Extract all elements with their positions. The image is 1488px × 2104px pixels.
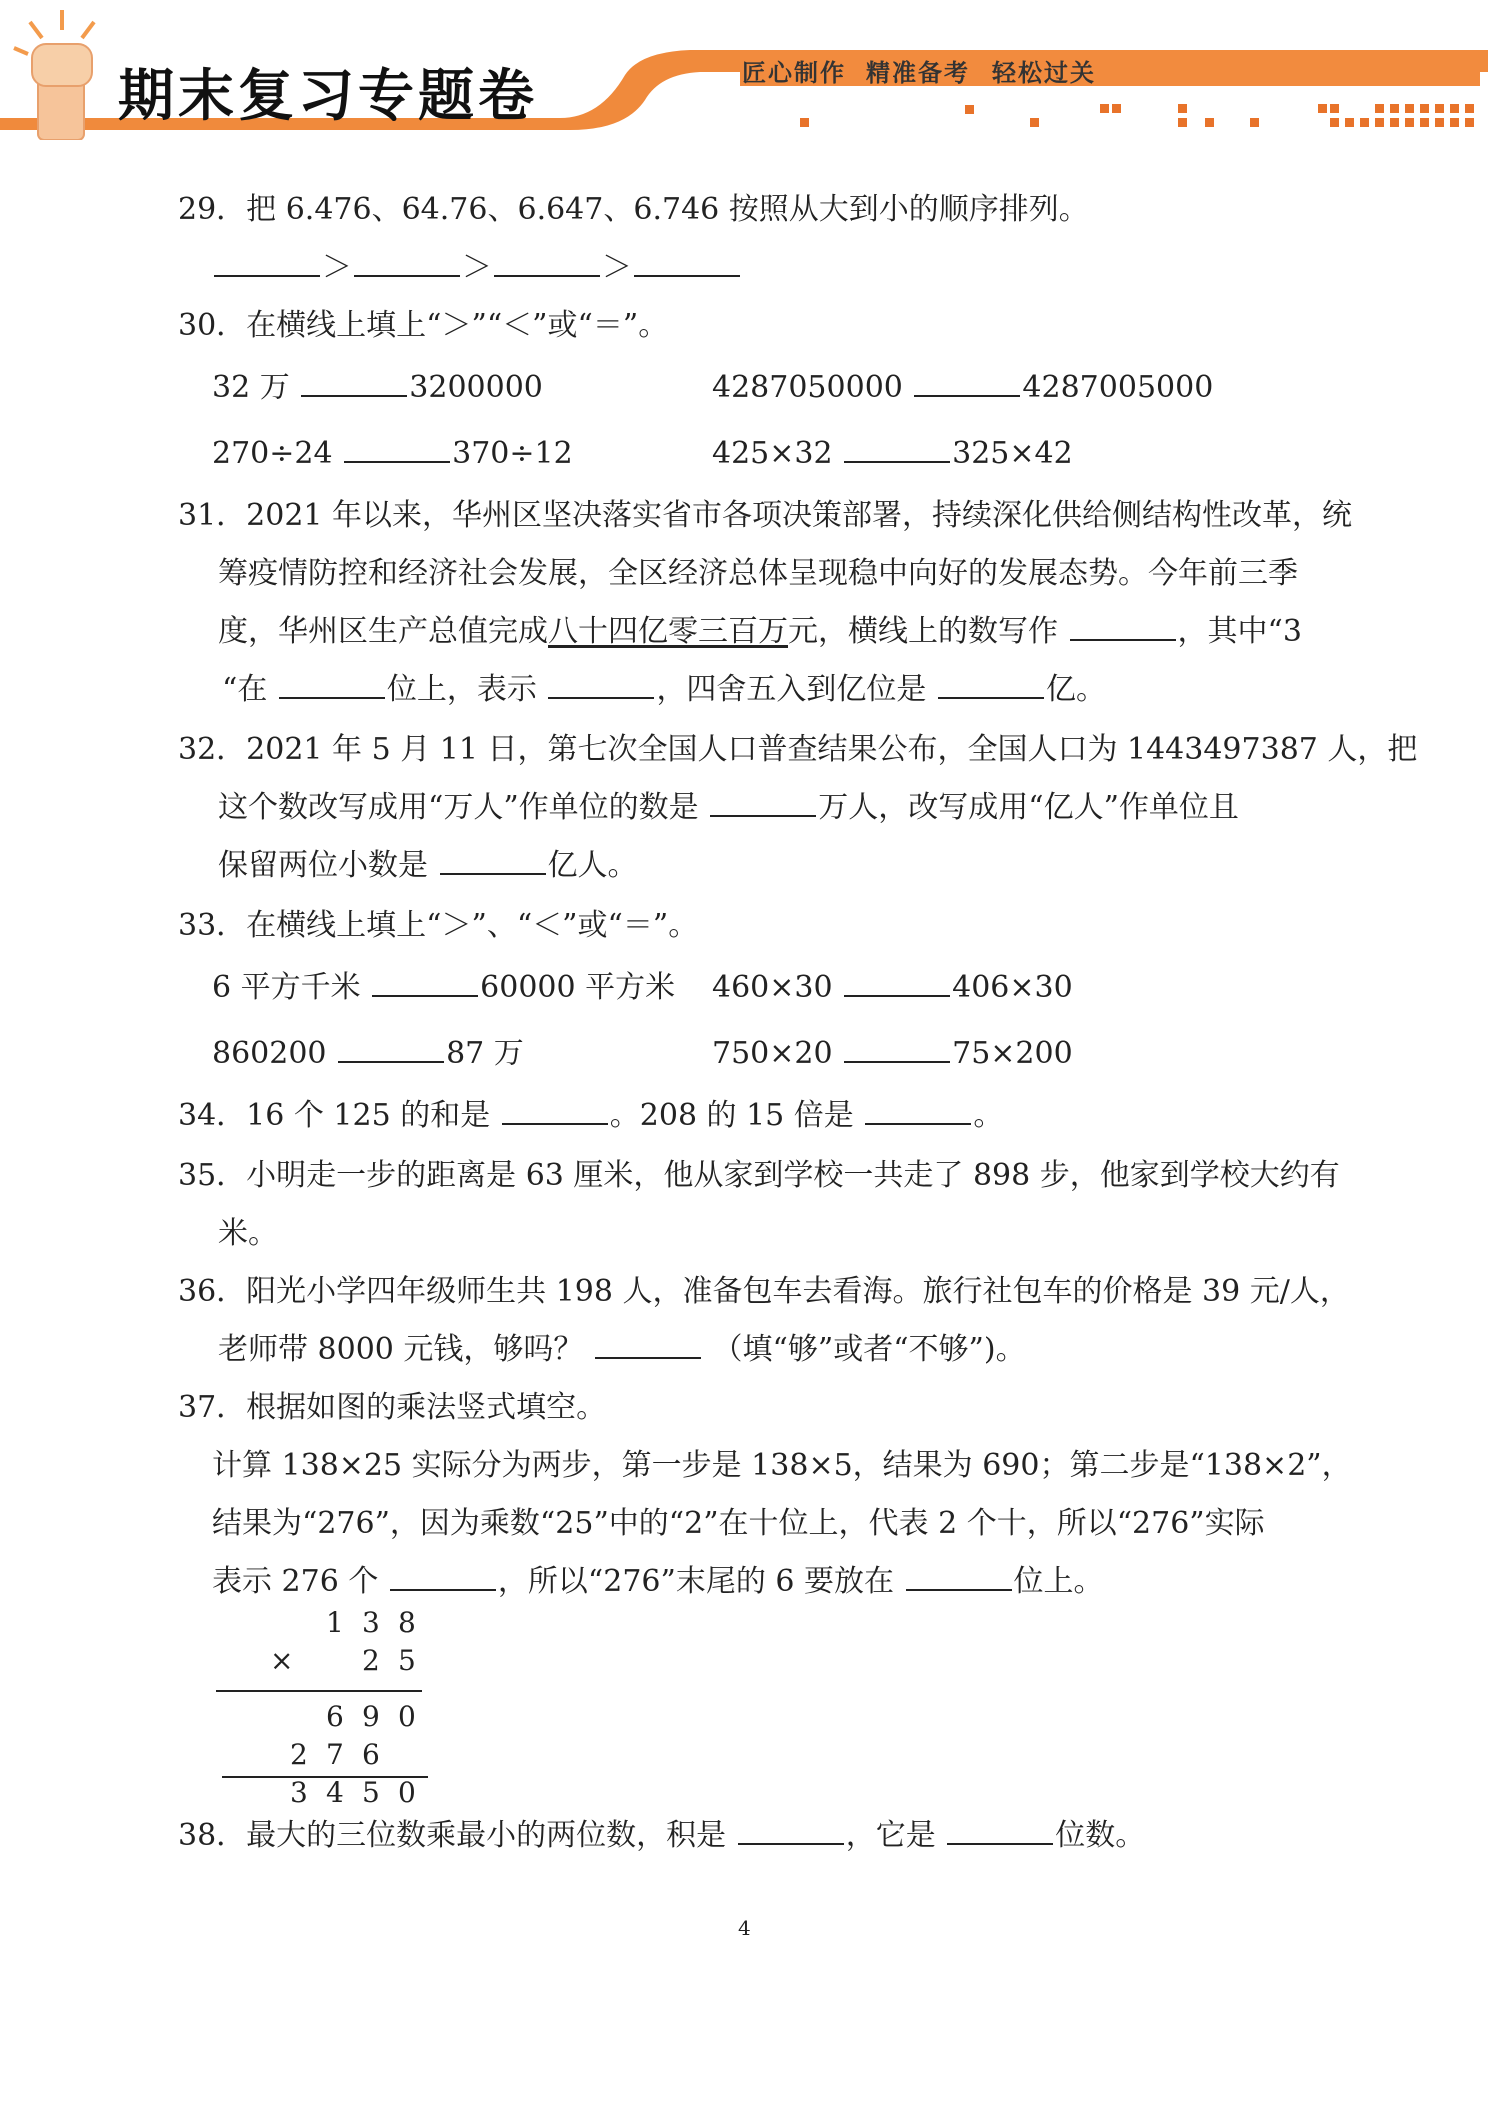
vm-digit: 3 [362, 1606, 380, 1639]
q33-d-blank[interactable] [844, 1037, 950, 1063]
q34-c: 。 [973, 1098, 1004, 1133]
header-title: 期末复习专题卷 [118, 64, 538, 129]
q33-b-blank[interactable] [844, 971, 950, 997]
q33-a-right: 60000 平方米 [480, 970, 676, 1005]
page-number: 4 [738, 1916, 751, 1940]
q32-line2-a: 这个数改写成用“万人”作单位的数是 [218, 790, 699, 825]
q30-item-a [212, 368, 543, 408]
q38-blank-1[interactable] [738, 1819, 844, 1845]
q29-blank-1[interactable] [214, 251, 320, 277]
times-sign: × [270, 1644, 294, 1677]
vm-digit: 5 [362, 1776, 380, 1809]
vm-digit: 0 [398, 1700, 416, 1733]
gt-sign: ＞ [602, 250, 632, 285]
page-header [0, 0, 1488, 140]
q31-line4-a: “在 [222, 672, 268, 707]
q30-b-right: 4287005000 [1022, 370, 1214, 405]
q33-b-right: 406×30 [952, 970, 1073, 1005]
q32-line1: 32．2021 年 5 月 11 日，第七次全国人口普查结果公布，全国人口为 1443497387 人，把 [178, 732, 1418, 767]
q31-line2: 筹疫情防控和经济社会发展，全区经济总体呈现稳中向好的发展态势。今年前三季 [218, 556, 1298, 591]
q30-a-right: 3200000 [409, 370, 543, 405]
q32-line3-a: 保留两位小数是 [218, 848, 428, 883]
q31-line3-b: 元，横线上的数写作 [788, 614, 1058, 649]
q29-text: 29．把 6.476、64.76、6.647、6.746 按照从大到小的顺序排列。 [178, 192, 1089, 227]
q37-line3 [212, 1562, 1104, 1602]
q30-item-b [712, 368, 1213, 408]
vertical-multiplication [210, 1606, 430, 1816]
q31-blank-place[interactable] [279, 673, 385, 699]
q38-b: ，它是 [845, 1818, 936, 1853]
q37-line3-a: 表示 276 个 [212, 1564, 379, 1599]
q36-blank[interactable] [595, 1333, 701, 1359]
q31-underlined-number: 八十四亿零三百万 [548, 614, 788, 649]
q31-line4-d: 亿。 [1045, 672, 1106, 707]
q30-item-d [712, 434, 1073, 474]
q33-a-left: 6 平方千米 [212, 970, 361, 1005]
q31-line3-c: ，其中“3 [1177, 614, 1302, 649]
q33-item-c [212, 1034, 524, 1074]
q37-line2: 结果为“276”，因为乘数“25”中的“2”在十位上，代表 2 个十，所以“276”实际 [212, 1506, 1265, 1541]
q35-line1: 35．小明走一步的距离是 63 厘米，他从家到学校一共走了 898 步，他家到学校大约有 [178, 1158, 1340, 1193]
q33-a-blank[interactable] [372, 971, 478, 997]
q31-blank-written[interactable] [1070, 615, 1176, 641]
q34-blank-2[interactable] [865, 1099, 971, 1125]
q31-blank-meaning[interactable] [548, 673, 654, 699]
q33-c-blank[interactable] [338, 1037, 444, 1063]
q33-item-b [712, 968, 1073, 1008]
q30-d-left: 425×32 [712, 436, 833, 471]
q33-item-a [212, 968, 675, 1008]
q38-a: 38．最大的三位数乘最小的两位数，积是 [178, 1818, 727, 1853]
vm-digit: 3 [290, 1776, 308, 1809]
q33-d-right: 75×200 [952, 1036, 1073, 1071]
q30-c-right: 370÷12 [452, 436, 573, 471]
q38-line [178, 1816, 1145, 1856]
vm-digit: 7 [326, 1738, 344, 1771]
q32-blank-wan[interactable] [710, 791, 816, 817]
q30-item-c [212, 434, 573, 474]
q32-line2-b: 万人，改写成用“亿人”作单位且 [818, 790, 1239, 825]
vm-digit: 0 [398, 1776, 416, 1809]
q37-text: 37．根据如图的乘法竖式填空。 [178, 1390, 607, 1425]
q31-line3 [218, 612, 1302, 652]
q31-line4-c: ，四舍五入到亿位是 [656, 672, 927, 707]
q36-line2 [218, 1330, 1026, 1370]
q36-line2-b: （填“够”或者“不够”)。 [712, 1332, 1026, 1367]
q30-c-left: 270÷24 [212, 436, 333, 471]
q37-blank-place[interactable] [906, 1565, 1012, 1591]
q37-line3-b: ，所以“276”末尾的 6 要放在 [497, 1564, 894, 1599]
q29-blank-4[interactable] [634, 251, 740, 277]
q33-c-left: 860200 [212, 1036, 327, 1071]
q38-c: 位数。 [1055, 1818, 1146, 1853]
q30-d-right: 325×42 [952, 436, 1073, 471]
q29-answer-row [212, 248, 742, 288]
q29-blank-2[interactable] [354, 251, 460, 277]
q30-d-blank[interactable] [844, 437, 950, 463]
vm-digit: 6 [362, 1738, 380, 1771]
q37-line3-c: 位上。 [1013, 1564, 1104, 1599]
slogan-1: 匠心制作 [742, 59, 846, 87]
q32-line3-b: 亿人。 [547, 848, 638, 883]
q30-b-left: 4287050000 [712, 370, 903, 405]
q36-line2-a: 老师带 8000 元钱，够吗？ [218, 1332, 584, 1367]
q32-line2 [218, 788, 1239, 828]
q33-item-d [712, 1034, 1073, 1074]
vm-digit: 5 [398, 1644, 416, 1677]
q33-b-left: 460×30 [712, 970, 833, 1005]
q34-b: 。208 的 15 倍是 [609, 1098, 854, 1133]
q37-blank-unit[interactable] [390, 1565, 496, 1591]
q37-line1: 计算 138×25 实际分为两步，第一步是 138×5，结果为 690；第二步是“138×2”， [212, 1448, 1352, 1483]
q31-line3-a: 度，华州区生产总值完成 [218, 614, 548, 649]
gt-sign: ＞ [462, 250, 492, 285]
slogan-3: 轻松过关 [992, 59, 1096, 87]
slogan-2: 精准备考 [866, 59, 970, 87]
q31-line4-b: 位上，表示 [386, 672, 537, 707]
vm-digit: 4 [326, 1776, 344, 1809]
q31-line1: 31．2021 年以来，华州区坚决落实省市各项决策部署，持续深化供给侧结构性改革，统 [178, 498, 1353, 533]
q34-a: 34．16 个 125 的和是 [178, 1098, 491, 1133]
q32-blank-yi[interactable] [440, 849, 546, 875]
vm-digit: 2 [362, 1644, 380, 1677]
vm-line-1 [216, 1690, 422, 1692]
q38-blank-2[interactable] [947, 1819, 1053, 1845]
vm-digit: 1 [326, 1606, 344, 1639]
q30-a-left: 32 万 [212, 370, 290, 405]
vm-digit: 8 [398, 1606, 416, 1639]
q30-c-blank[interactable] [344, 437, 450, 463]
q30-b-blank[interactable] [914, 371, 1020, 397]
q35-line2: 米。 [218, 1216, 278, 1251]
vm-digit: 9 [362, 1700, 380, 1733]
q30-a-blank[interactable] [301, 371, 407, 397]
q32-line3 [218, 846, 638, 886]
q31-blank-round[interactable] [938, 673, 1044, 699]
q33-c-right: 87 万 [446, 1036, 524, 1071]
vm-digit: 2 [290, 1738, 308, 1771]
q30-text: 30．在横线上填上“＞”“＜”或“＝”。 [178, 308, 669, 343]
gt-sign: ＞ [322, 250, 352, 285]
q29-blank-3[interactable] [494, 251, 600, 277]
vm-digit: 6 [326, 1700, 344, 1733]
q31-line4 [222, 670, 1106, 710]
q36-line1: 36．阳光小学四年级师生共 198 人，准备包车去看海。旅行社包车的价格是 39 元/人， [178, 1274, 1350, 1309]
q33-d-left: 750×20 [712, 1036, 833, 1071]
q34-line [178, 1096, 1003, 1136]
q33-text: 33．在横线上填上“＞”、“＜”或“＝”。 [178, 908, 699, 943]
q34-blank-1[interactable] [502, 1099, 608, 1125]
